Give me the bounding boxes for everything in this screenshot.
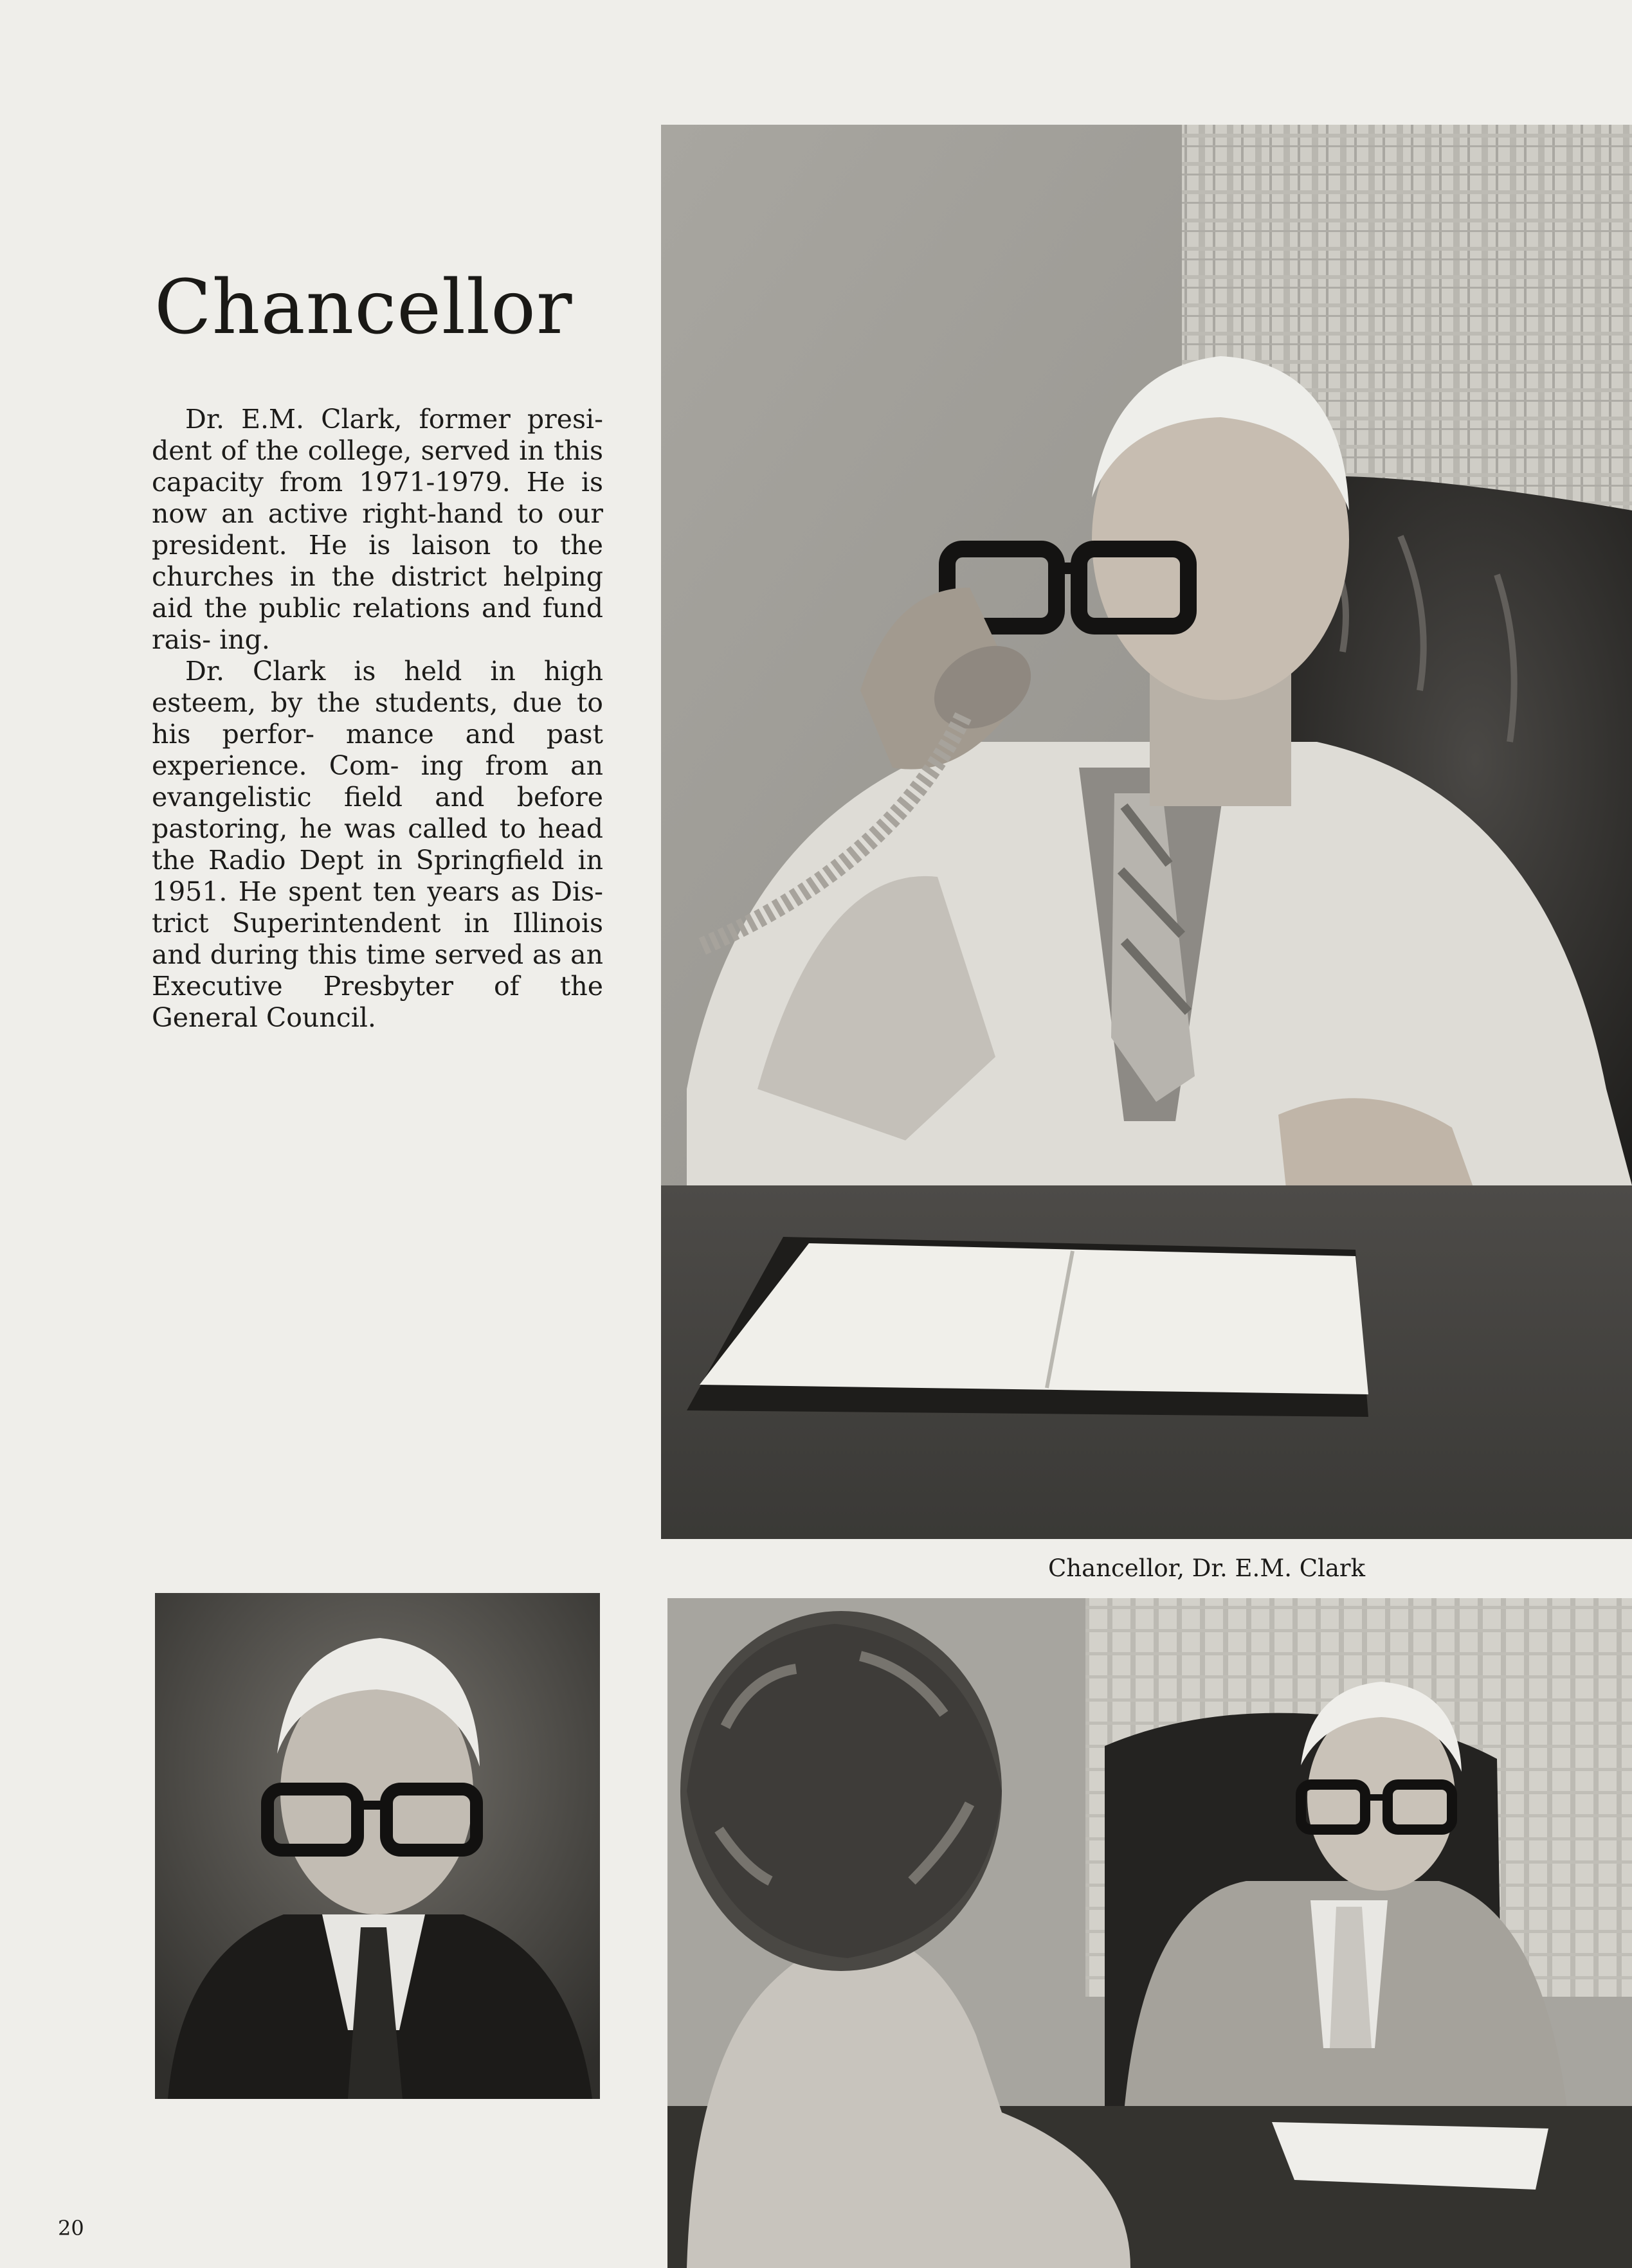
photo-chancellor-at-desk [667, 1598, 1632, 2268]
page-heading: Chancellor [154, 264, 573, 351]
page-number: 20 [58, 2216, 84, 2240]
photo-chancellor-on-phone [661, 125, 1632, 1539]
article-body [152, 404, 603, 1034]
photo-chancellor-portrait [155, 1593, 600, 2099]
photo-chancellor-portrait-image [155, 1593, 600, 2099]
photo-caption: Chancellor, Dr. E.M. Clark [1048, 1554, 1366, 1582]
article-paragraph-2: Dr. Clark is held in high esteem, by the students, due to his perfor- mance and past experience. Com- ing from an evangelistic field and before pastoring, he was called to head the Radio Dept in Springfield in 1951. He spent ten years as Dis- trict Superintendent in Illinois and during this time served as an Executive Presbyter of the General Council. [152, 656, 603, 1033]
photo-chancellor-at-desk-image [667, 1598, 1632, 2268]
article-paragraph-1: Dr. E.M. Clark, former presi- dent of the college, served in this capacity from 1971-1979. He is now an active right-hand to our president. He is laison to the churches in the district helping aid the public relations and fund rais- ing. [152, 404, 603, 655]
photo-chancellor-on-phone-image [661, 125, 1632, 1539]
